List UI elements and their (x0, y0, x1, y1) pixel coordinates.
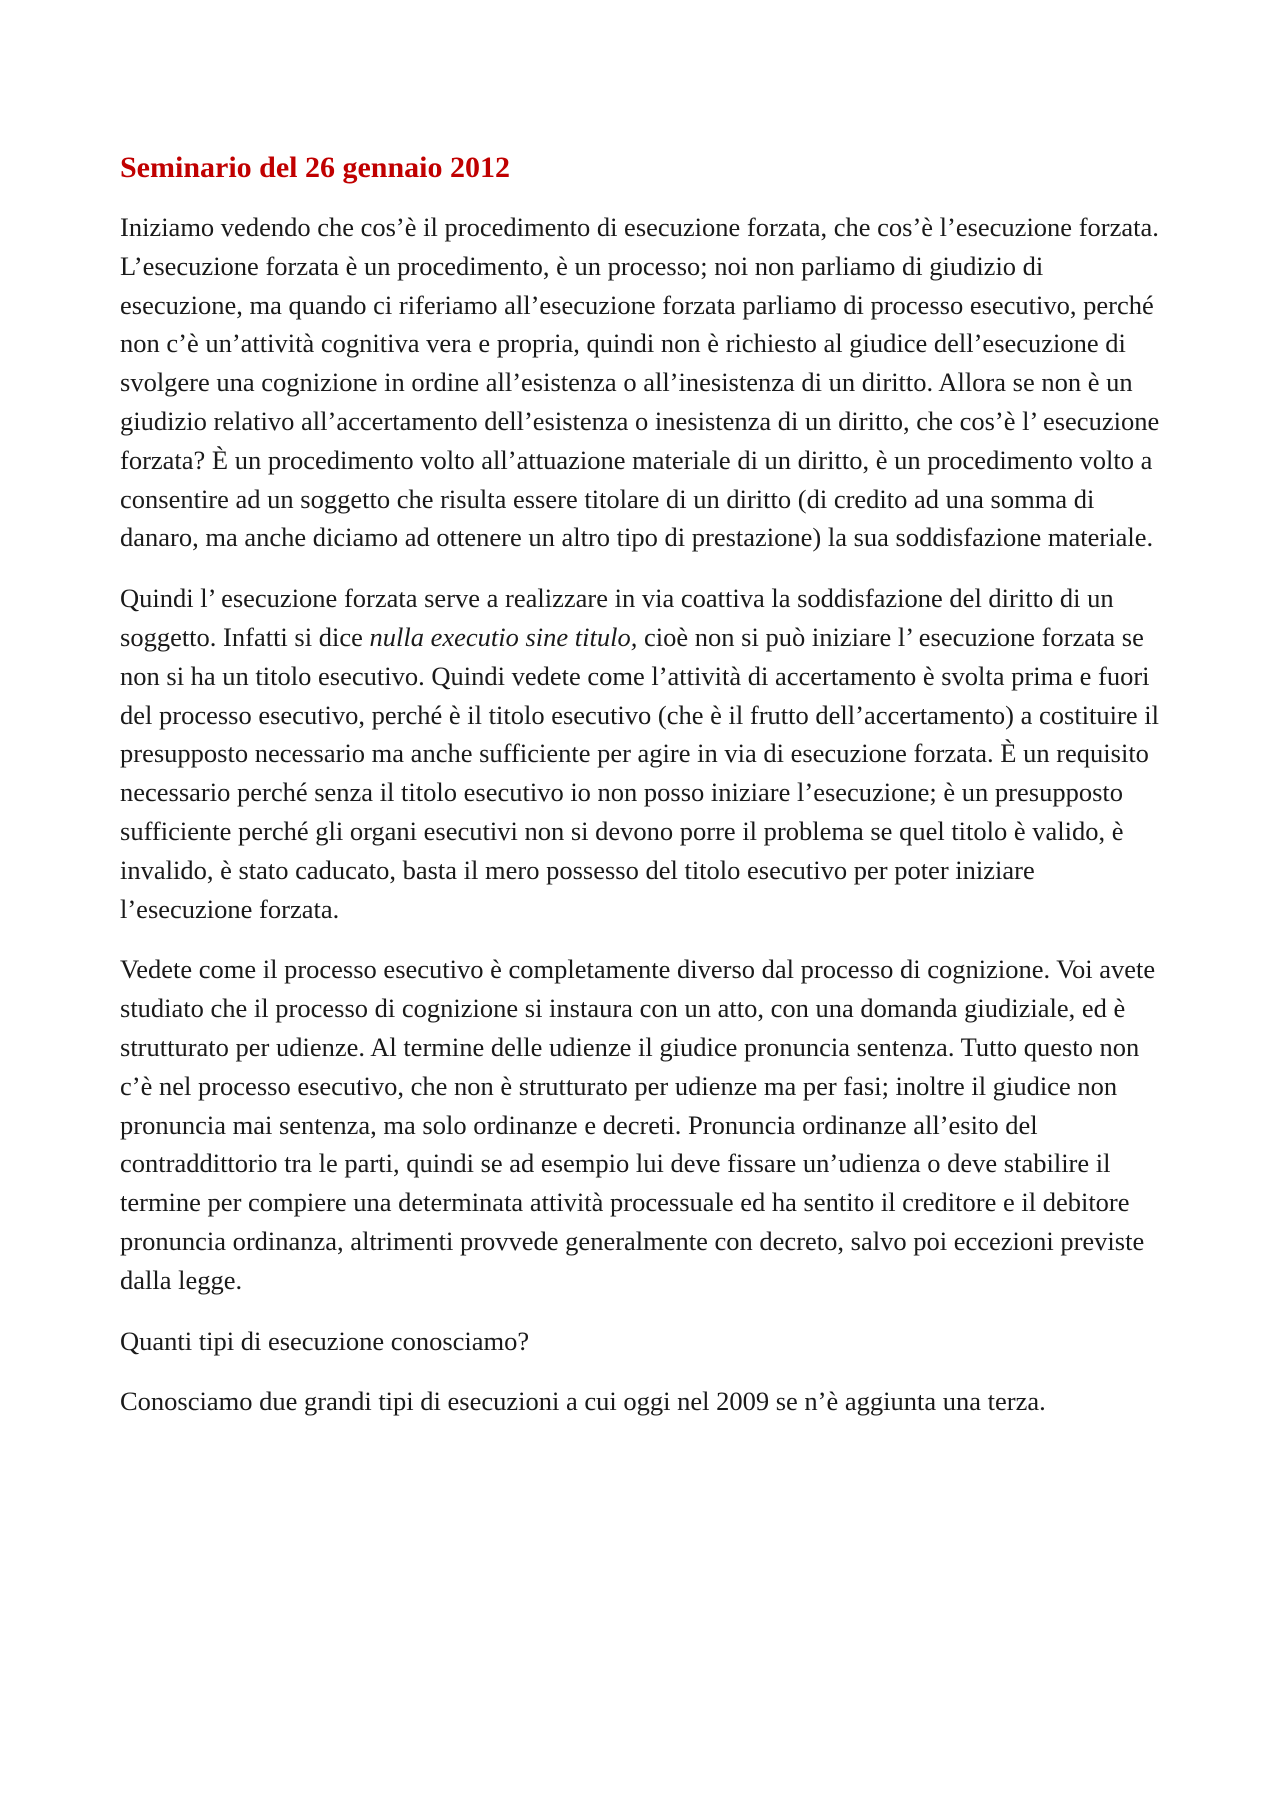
paragraph-4-question: Quanti tipi di esecuzione conosciamo? (120, 1325, 530, 1356)
latin-phrase: nulla executio sine titulo, (369, 621, 638, 652)
document-body (120, 148, 1170, 1443)
paragraph-5: Conosciamo due grandi tipi di esecuzioni a cui oggi nel 2009 se n’è aggiunta una terza. (120, 1386, 1046, 1417)
paragraph-1: Iniziamo vedendo che cos’è il procedimento di esecuzione forzata, che cos’è l’esecuzione forzata. L’esecuzione forzata è un procedimento, è un processo; noi non parliamo di giudizio di esecuzione, ma quando ci riferiamo all’esecuzione forzata parliamo di processo esecutivo, perché non c’è un’attività cognitiva vera e propria, quindi non è richiesto al giudice dell’esecuzione di svolgere una cognizione in ordine all’esistenza o all’inesistenza di un diritto. Allora se non è un giudizio relativo all’accertamento dell’esistenza o inesistenza di un diritto, che cos’è l’ esecuzione forzata? È un procedimento volto all’attuazione materiale di un diritto, è un procedimento volto a consentire ad un soggetto che risulta essere titolare di un diritto (di credito ad una somma di danaro, ma anche diciamo ad ottenere un altro tipo di prestazione) la sua soddisfazione materiale. (120, 212, 1160, 553)
paragraph-3: Vedete come il processo esecutivo è completamente diverso dal processo di cognizione. Voi avete studiato che il processo di cognizione si instaura con un atto, con una domanda giudiziale, ed è strutturato per udienze. Al termine delle udienze il giudice pronuncia sentenza. Tutto questo non c’è nel processo esecutivo, che non è strutturato per udienze ma per fasi; inoltre il giudice non pronuncia mai sentenza, ma solo ordinanze e decreti. Pronuncia ordinanze all’esito del contraddittorio tra le parti, quindi se ad esempio lui deve fissare un’udienza o deve stabilire il termine per compiere una determinata attività processuale ed ha sentito il creditore e il debitore pronuncia ordinanza, altrimenti provvede generalmente con decreto, salvo poi eccezioni previste dalla legge. (120, 954, 1156, 1295)
page-title: Seminario del 26 gennaio 2012 (120, 151, 511, 184)
paragraph-2-text-start: Quindi l’ esecuzione forzata serve a realizzare in via coattiva la soddisfazione del diritto di un soggetto. Infatti si dice (120, 583, 1114, 652)
paragraph-2 (120, 579, 1170, 928)
paragraph-2-text-end: cioè non si può iniziare l’ esecuzione forzata se non si ha un titolo esecutivo. Quindi vedete come l’attività di accertamento è svolta prima e fuori del processo esecutivo, perché è il titolo esecutivo (che è il frutto dell’accertamento) a costituire il presupposto necessario ma anche sufficiente per agire in via di esecuzione forzata. È un requisito necessario perché senza il titolo esecutivo io non posso iniziare l’esecuzione; è un presupposto sufficiente perché gli organi esecutivi non si devono porre il problema se quel titolo è valido, è invalido, è stato caducato, basta il mero possesso del titolo esecutivo per poter iniziare l’esecuzione forzata. (120, 621, 1159, 924)
